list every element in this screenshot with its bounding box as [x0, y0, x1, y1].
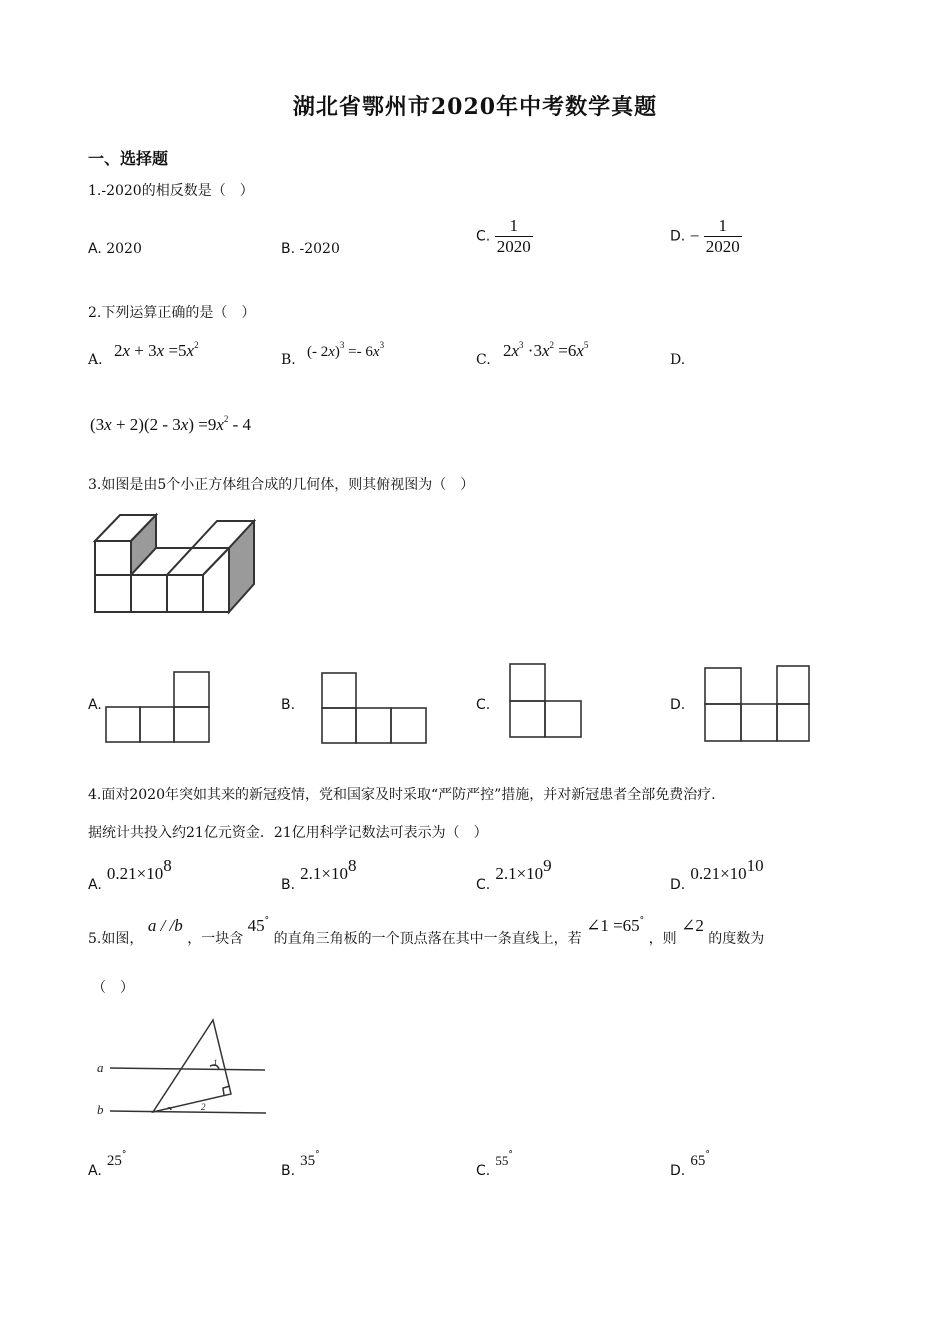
label-angle-1: 1 — [213, 1058, 218, 1068]
page-title: 湖北省鄂州市2020年中考数学真题 — [292, 94, 658, 120]
q2-option-c-expression: $2x^3 \cdot 3x^2 =6x^5$ — [503, 340, 589, 360]
option-label: A. — [88, 1163, 102, 1179]
option-label: D. — [670, 228, 686, 245]
q3-option-a-label: A. — [88, 697, 102, 713]
question-2-text: 2.下列运算正确的是（ ） — [88, 305, 256, 321]
q3-option-d-label: D. — [670, 697, 686, 713]
section-heading: 一、选择题 — [88, 149, 169, 168]
q5-text-part-4: ，则 — [648, 931, 677, 947]
option-label: B. — [281, 1163, 296, 1179]
q5-option-d — [670, 1150, 710, 1179]
q5-text-part-1: 5.如图， — [88, 931, 144, 947]
question-1-text: 1.-2020的相反数是（ ） — [88, 183, 254, 199]
option-value: 0.21×10 — [690, 864, 747, 883]
degree-sign: ° — [264, 916, 270, 926]
exponent: 9 — [543, 856, 552, 875]
q2-option-a-label: A. — [88, 352, 103, 368]
option-value: 35 — [300, 1153, 316, 1169]
question-4-line-2: 据统计共投入约21亿元资金．21亿用科学记数法可表示为（ ） — [88, 825, 488, 841]
label-b: b — [97, 1102, 104, 1117]
label-angle-2: 2 — [201, 1102, 206, 1112]
q2-option-d-expression: $(3x + 2)(2 - 3x) =9x^2 - 4$ — [90, 414, 252, 434]
option-value: 2020 — [106, 241, 142, 257]
degree-sign: ° — [639, 916, 645, 926]
option-value: -2020 — [299, 241, 340, 257]
q2-option-c-label: C. — [476, 352, 491, 368]
option-label: C. — [476, 228, 491, 245]
exponent: 8 — [348, 856, 357, 875]
minus-sign: − — [689, 226, 700, 246]
q5-text-part-3: 的直角三角板的一个顶点落在其中一条直线上，若 — [273, 931, 582, 947]
q5-option-b — [281, 1150, 320, 1179]
option-value: 0.21×10 — [106, 864, 164, 883]
option-label: C. — [476, 877, 491, 893]
option-value: 55 — [495, 1153, 509, 1168]
q5-math-angle-45: 45 — [247, 916, 265, 935]
triangle — [153, 1020, 231, 1112]
q2-option-b-expression: (- $2x)^3 =- 6x^3$ — [307, 340, 385, 360]
q5-math-angle-1: ∠1 =65 — [586, 916, 640, 935]
option-label: D. — [670, 1163, 686, 1179]
q3-option-b-label: B. — [281, 697, 296, 713]
q5-math-parallel: a / /b — [147, 916, 183, 935]
option-value: 2.1×10 — [300, 864, 348, 883]
option-label: B. — [281, 877, 296, 893]
option-value: 65 — [690, 1153, 706, 1169]
label-a: a — [97, 1060, 104, 1075]
line-a — [110, 1068, 265, 1070]
degree-sign: ° — [508, 1150, 513, 1160]
q5-text-part-5: 的度数为 — [708, 931, 765, 947]
q2-option-b-label: B. — [281, 352, 296, 368]
fraction: $\frac{1}{2020}$ — [496, 216, 531, 256]
exponent: 8 — [163, 856, 172, 875]
q5-text-part-2: ，一块含 — [187, 931, 244, 947]
q5-answer-paren: （ ） — [92, 980, 134, 996]
option-value: 25 — [106, 1153, 122, 1169]
line-b — [110, 1111, 266, 1113]
q2-option-a-expression: $2x + 3x =5x^2$ — [114, 340, 199, 360]
option-label: B. — [281, 241, 296, 257]
q3-option-c-label: C. — [476, 697, 491, 713]
question-3-text: 3.如图是由5个小正方体组合成的几何体，则其俯视图为（ ） — [88, 477, 475, 493]
option-value: 2.1×10 — [495, 864, 544, 883]
degree-sign: ° — [121, 1150, 127, 1160]
q5-option-c — [476, 1150, 513, 1179]
option-label: A. — [88, 241, 102, 257]
q2-option-d-label: D. — [670, 352, 686, 368]
degree-sign: ° — [315, 1150, 320, 1160]
exponent: 10 — [746, 856, 764, 875]
q5-math-angle-2: ∠2 — [681, 916, 704, 935]
option-label: D. — [670, 877, 686, 893]
degree-sign: ° — [705, 1150, 710, 1160]
option-label: A. — [88, 877, 102, 893]
option-label: C. — [476, 1163, 491, 1179]
fraction: $\frac{1}{2020}$ — [705, 216, 740, 256]
q5-option-a — [88, 1150, 127, 1179]
question-4-line-1: 4.面对2020年突如其来的新冠疫情，党和国家及时采取“严防严控”措施，并对新冠患者全部免费治疗． — [88, 787, 726, 803]
